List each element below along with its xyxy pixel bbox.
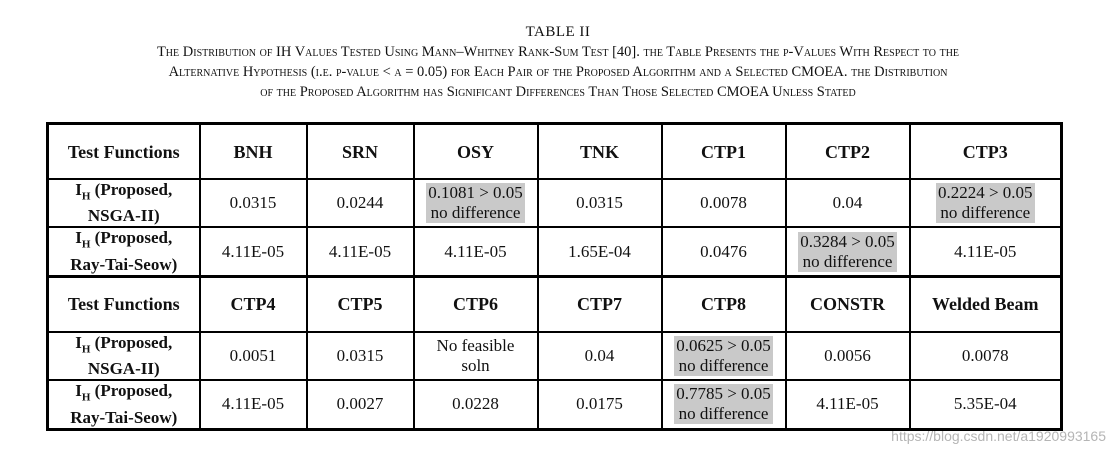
header-row: [48, 124, 1062, 180]
row-label-line-1: $I_H$ (Proposed,: [75, 332, 173, 356]
caption-line-1: The Distribution of IH Values Tested Using Mann–Whitney Rank-Sum Test [40]. the Table Presents the p-Values With Respect to the: [156, 44, 960, 60]
p-value-cell: 0.04: [786, 179, 910, 227]
table-caption: [0, 22, 1116, 102]
cell-note: no difference: [802, 251, 893, 271]
header-cell: CONSTR: [786, 276, 910, 332]
header-cell: CTP4: [200, 276, 307, 332]
row-label-line-2: Ray-Tai-Seow): [70, 254, 178, 274]
header-cell: CTP3: [910, 124, 1062, 180]
row-label: [48, 380, 200, 429]
caption-line-3: of the Proposed Algorithm has Significant Differences Than Those Selected CMOEA Unless Stated: [260, 84, 856, 100]
highlight-no-difference: [674, 336, 773, 376]
p-value-cell: 0.0027: [307, 380, 414, 429]
caption-line-2: Alternative Hypothesis (i.e. p-value < α = 0.05) for Each Pair of the Proposed Algorithm and a Selected CMOEA. the Distribution: [168, 64, 948, 80]
row-label-line-2: NSGA-II): [87, 359, 160, 379]
highlight-no-difference: [426, 183, 525, 223]
p-value-cell: 0.0078: [662, 179, 786, 227]
row-label: [48, 332, 200, 380]
p-value-cell: 4.11E-05: [414, 227, 538, 276]
p-value-cell: 4.11E-05: [200, 380, 307, 429]
highlight-no-difference: [798, 232, 897, 272]
p-value-cell: 4.11E-05: [307, 227, 414, 276]
p-value-cell: 0.0315: [200, 179, 307, 227]
p-value-cell: 0.0476: [662, 227, 786, 276]
header-cell: CTP1: [662, 124, 786, 180]
table-row: [48, 380, 1062, 429]
watermark: https://blog.csdn.net/a1920993165: [891, 428, 1106, 444]
p-value: 0.7785 > 0.05: [676, 384, 771, 404]
header-row: [48, 276, 1062, 332]
header-cell: CTP7: [538, 276, 662, 332]
p-value-cell: 0.0228: [414, 380, 538, 429]
subscript-h: H: [81, 391, 91, 404]
table-row: [48, 227, 1062, 276]
cell-note: no difference: [678, 404, 769, 424]
row-label: [48, 179, 200, 227]
header-cell: BNH: [200, 124, 307, 180]
cell-text: [415, 336, 537, 376]
row-label-line-1: $I_H$ (Proposed,: [75, 180, 173, 203]
header-cell: OSY: [414, 124, 538, 180]
header-cell: CTP8: [662, 276, 786, 332]
highlight-no-difference: [936, 183, 1035, 223]
p-value-cell: 4.11E-05: [910, 227, 1062, 276]
p-value-cell: [662, 380, 786, 429]
row-label-line-1: $I_H$ (Proposed,: [75, 228, 173, 251]
p-value-cell: 0.0056: [786, 332, 910, 380]
p-value-cell: [910, 179, 1062, 227]
p-value: 0.0625 > 0.05: [676, 335, 771, 355]
cell-note: no difference: [430, 203, 521, 223]
cell-note: no difference: [678, 355, 769, 375]
p-value-cell: [786, 227, 910, 276]
results-table: [46, 122, 1063, 431]
row-label-line-1: $I_H$ (Proposed,: [75, 381, 173, 404]
p-value: No feasible: [436, 335, 515, 355]
table-row: [48, 332, 1062, 380]
p-value-cell: 0.0244: [307, 179, 414, 227]
subscript-h: H: [81, 190, 91, 203]
p-value: 0.3284 > 0.05: [800, 231, 895, 251]
p-value-cell: 0.04: [538, 332, 662, 380]
p-value-cell: 5.35E-04: [910, 380, 1062, 429]
p-value-cell: 0.0315: [538, 179, 662, 227]
row-label-line-2: Ray-Tai-Seow): [70, 407, 178, 427]
cell-note: no difference: [940, 203, 1031, 223]
p-value-cell: 0.0051: [200, 332, 307, 380]
p-value-cell: 0.0175: [538, 380, 662, 429]
header-cell: CTP6: [414, 276, 538, 332]
subscript-h: H: [81, 238, 91, 251]
header-cell: TNK: [538, 124, 662, 180]
header-cell-test-functions: Test Functions: [48, 124, 200, 180]
p-value-cell: 1.65E-04: [538, 227, 662, 276]
highlight-no-difference: [674, 384, 773, 424]
p-value: 0.1081 > 0.05: [428, 183, 523, 203]
p-value-cell: [414, 332, 538, 380]
row-label: [48, 227, 200, 276]
p-value-cell: 4.11E-05: [786, 380, 910, 429]
p-value-cell: 4.11E-05: [200, 227, 307, 276]
header-cell: SRN: [307, 124, 414, 180]
p-value-cell: 0.0315: [307, 332, 414, 380]
p-value: 0.2224 > 0.05: [937, 183, 1033, 203]
row-label-line-2: NSGA-II): [87, 206, 160, 226]
header-cell: CTP2: [786, 124, 910, 180]
p-value-cell: [662, 332, 786, 380]
table-label: TABLE II: [525, 24, 591, 40]
table-row: [48, 179, 1062, 227]
p-value-cell: [414, 179, 538, 227]
cell-note: soln: [461, 355, 490, 375]
header-cell-test-functions: Test Functions: [48, 276, 200, 332]
subscript-h: H: [81, 343, 91, 356]
header-cell: CTP5: [307, 276, 414, 332]
p-value-cell: 0.0078: [910, 332, 1062, 380]
header-cell: Welded Beam: [910, 276, 1062, 332]
